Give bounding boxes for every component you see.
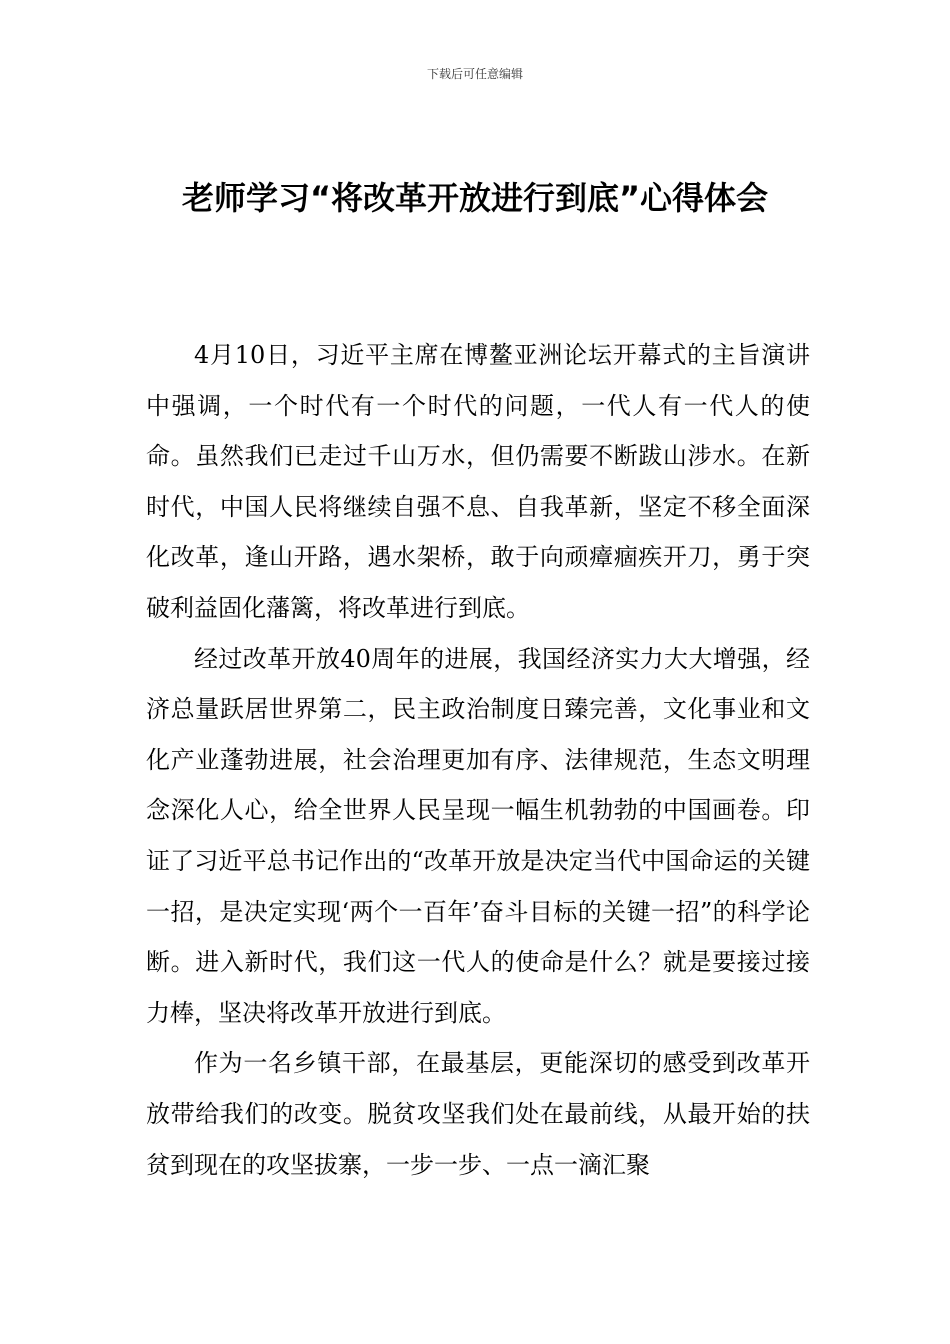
document-title: 老师学习“将改革开放进行到底”心得体会 xyxy=(181,179,769,217)
paragraph-2: 经过改革开放40周年的进展，我国经济实力大大增强，经济总量跃居世界第二，民主政治制度日臻完善，文化事业和文化产业蓬勃进展，社会治理更加有序、法律规范，生态文明理念深化人心，给全世界人民呈现一幅生机勃勃的中国画卷。印证了习近平总书记作出的“改革开放是决定当代中国命运的关键一招，是决定实现‘两个一百年’奋斗目标的关键一招”的科学论断。进入新时代，我们这一代人的使命是什么？就是要接过接力棒，坚决将改革开放进行到底。 xyxy=(146,644,810,1027)
document-body xyxy=(146,330,810,1190)
paragraph-1: 4月10日，习近平主席在博鳌亚洲论坛开幕式的主旨演讲中强调，一个时代有一个时代的问题，一代人有一代人的使命。虽然我们已走过千山万水，但仍需要不断跋山涉水。在新时代，中国人民将继续自强不息、自我革新，坚定不移全面深化改革，逢山开路，遇水架桥，敢于向顽瘴痼疾开刀，勇于突破利益固化藩篱，将改革进行到底。 xyxy=(146,341,810,622)
paragraph-3: 作为一名乡镇干部，在最基层，更能深切的感受到改革开放带给我们的改变。脱贫攻坚我们处在最前线，从最开始的扶贫到现在的攻坚拔寨，一步一步、一点一滴汇聚 xyxy=(146,1049,810,1179)
page-header-note: 下载后可任意编辑 xyxy=(426,67,523,81)
